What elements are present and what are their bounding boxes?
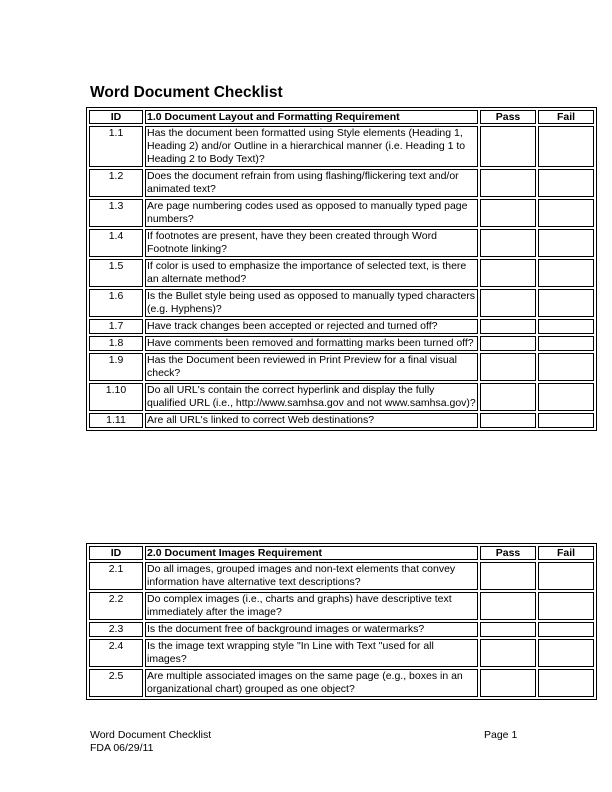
requirement-text: Is the document free of background images or watermarks? [145, 622, 478, 637]
fail-cell[interactable] [538, 126, 594, 167]
fail-cell[interactable] [538, 639, 594, 667]
requirement-text: Are multiple associated images on the same page (e.g., boxes in an organizational chart) grouped as one object? [145, 669, 478, 697]
footer-left [90, 729, 211, 755]
pass-cell[interactable] [480, 622, 536, 637]
pass-cell[interactable] [480, 592, 536, 620]
fail-cell[interactable] [538, 353, 594, 381]
table-row [89, 413, 594, 428]
pass-cell[interactable] [480, 669, 536, 697]
table-row [89, 562, 594, 590]
requirement-text: Are page numbering codes used as opposed to manually typed page numbers? [145, 199, 478, 227]
row-id: 1.4 [89, 229, 143, 257]
table-row [89, 622, 594, 637]
pass-cell[interactable] [480, 383, 536, 411]
requirement-text: Do all URL's contain the correct hyperlink and display the fully qualified URL (i.e., http://www.samhsa.gov and not www.samhsa.gov)? [145, 383, 478, 411]
table-header-row [89, 546, 594, 560]
footer-date: FDA 06/29/11 [90, 742, 154, 754]
fail-cell[interactable] [538, 383, 594, 411]
fail-cell[interactable] [538, 319, 594, 334]
fail-cell[interactable] [538, 289, 594, 317]
pass-cell[interactable] [480, 413, 536, 428]
fail-cell[interactable] [538, 622, 594, 637]
row-id: 2.4 [89, 639, 143, 667]
pass-cell[interactable] [480, 126, 536, 167]
requirement-text: If color is used to emphasize the importance of selected text, is there an alternate method? [145, 259, 478, 287]
pass-cell[interactable] [480, 289, 536, 317]
page-title: Word Document Checklist [90, 84, 283, 101]
requirement-text: Has the Document been reviewed in Print Preview for a final visual check? [145, 353, 478, 381]
pass-cell[interactable] [480, 169, 536, 197]
requirement-text: Are all URL's linked to correct Web destinations? [145, 413, 478, 428]
row-id: 1.11 [89, 413, 143, 428]
row-id: 1.10 [89, 383, 143, 411]
pass-column-header: Pass [480, 110, 536, 124]
pass-cell[interactable] [480, 562, 536, 590]
pass-cell[interactable] [480, 336, 536, 351]
layout-formatting-table [86, 107, 597, 431]
row-id: 1.5 [89, 259, 143, 287]
fail-cell[interactable] [538, 562, 594, 590]
table-row [89, 383, 594, 411]
pass-column-header: Pass [480, 546, 536, 560]
table-row [89, 126, 594, 167]
pass-cell[interactable] [480, 259, 536, 287]
table-row [89, 229, 594, 257]
table-row [89, 669, 594, 697]
fail-cell[interactable] [538, 592, 594, 620]
pass-cell[interactable] [480, 639, 536, 667]
table-row [89, 289, 594, 317]
fail-cell[interactable] [538, 336, 594, 351]
row-id: 1.9 [89, 353, 143, 381]
footer-title: Word Document Checklist [90, 729, 212, 741]
row-id: 1.6 [89, 289, 143, 317]
pass-cell[interactable] [480, 199, 536, 227]
row-id: 2.5 [89, 669, 143, 697]
table-header-row [89, 110, 594, 124]
id-column-header: ID [89, 546, 143, 560]
row-id: 2.3 [89, 622, 143, 637]
requirement-text: Is the image text wrapping style "In Line with Text "used for all images? [145, 639, 478, 667]
row-id: 1.2 [89, 169, 143, 197]
fail-cell[interactable] [538, 259, 594, 287]
table-row [89, 639, 594, 667]
fail-cell[interactable] [538, 229, 594, 257]
row-id: 2.2 [89, 592, 143, 620]
table-row [89, 319, 594, 334]
row-id: 1.8 [89, 336, 143, 351]
table-row [89, 336, 594, 351]
row-id: 1.3 [89, 199, 143, 227]
table-row [89, 199, 594, 227]
row-id: 2.1 [89, 562, 143, 590]
fail-cell[interactable] [538, 413, 594, 428]
requirement-text: Do complex images (i.e., charts and graphs) have descriptive text immediately after the image? [145, 592, 478, 620]
pass-cell[interactable] [480, 319, 536, 334]
requirement-column-header: 1.0 Document Layout and Formatting Requirement [145, 110, 478, 124]
requirement-text: If footnotes are present, have they been created through Word Footnote linking? [145, 229, 478, 257]
table-row [89, 169, 594, 197]
fail-column-header: Fail [538, 110, 594, 124]
requirement-text: Has the document been formatted using Style elements (Heading 1, Heading 2) and/or Outline in a hierarchical manner (i.e. Heading 1 to Heading 2 to Body Text)? [145, 126, 478, 167]
fail-cell[interactable] [538, 669, 594, 697]
table-row [89, 592, 594, 620]
requirement-text: Do all images, grouped images and non-text elements that convey information have alternative text descriptions? [145, 562, 478, 590]
table-row [89, 259, 594, 287]
requirement-text: Is the Bullet style being used as opposed to manually typed characters (e.g. Hyphens)? [145, 289, 478, 317]
pass-cell[interactable] [480, 353, 536, 381]
row-id: 1.7 [89, 319, 143, 334]
requirement-column-header: 2.0 Document Images Requirement [145, 546, 478, 560]
footer-page-number: Page 1 [484, 729, 518, 741]
requirement-text: Have comments been removed and formatting marks been turned off? [145, 336, 478, 351]
table-row [89, 353, 594, 381]
requirement-text: Have track changes been accepted or rejected and turned off? [145, 319, 478, 334]
images-table [86, 543, 597, 700]
fail-cell[interactable] [538, 199, 594, 227]
fail-cell[interactable] [538, 169, 594, 197]
id-column-header: ID [89, 110, 143, 124]
fail-column-header: Fail [538, 546, 594, 560]
row-id: 1.1 [89, 126, 143, 167]
pass-cell[interactable] [480, 229, 536, 257]
requirement-text: Does the document refrain from using flashing/flickering text and/or animated text? [145, 169, 478, 197]
